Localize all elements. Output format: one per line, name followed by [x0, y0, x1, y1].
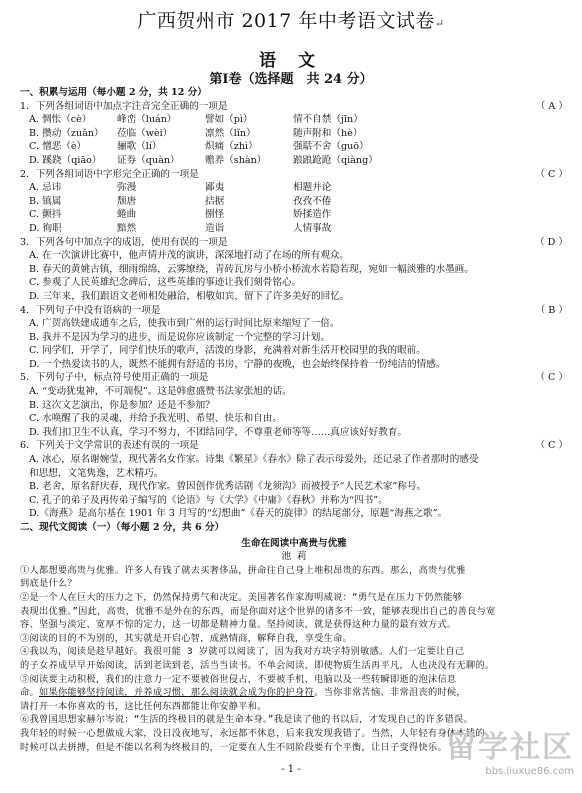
option-cell: B. 攒动（zuǎn）: [29, 127, 104, 139]
question-3: [20, 236, 568, 250]
question-5: [20, 371, 568, 385]
article-line: 我年轻的时候一心想做成大家，没日没夜地写，永远都不休息，后来我发现我错了。当然，人年轻有身体本钱的: [20, 727, 485, 739]
article-line: 请打开一本你喜欢的书，这比任何东西都能让你安静平和。: [20, 700, 267, 712]
question-2: [20, 168, 568, 182]
option-line: C. 孔子的弟子及再传弟子编写的《论语》与《大学》《中庸》《春秋》并称为“四书”。: [29, 494, 388, 506]
option-cell: 莅临（wèi）: [117, 127, 173, 139]
return-arrow-icon: ↵: [434, 17, 445, 30]
answer-key: （ C ）: [535, 168, 568, 180]
option-cell: 情不自禁（jīn）: [293, 114, 363, 126]
option-cell: 相题并论: [293, 182, 332, 194]
article-line: ⑥我曾国思想家赫尔岑说：“生活的终极目的就是生命本身。”我是读了他的书以后，才发现自己的许多错误。: [20, 714, 473, 726]
option-line: A. 广贺高铁建成通车之后，使我市到广州的运行时间比原来缩短了一倍。: [29, 318, 340, 330]
option-cell: 娇揉造作: [293, 209, 332, 221]
title-text: 广西贺州市 2017 年中考语文试卷: [137, 10, 435, 32]
article-line: 时候可以去拼搏，但是不能以名利为终极目的，一定要在人生不同阶段要有个平衡，让日子变得快乐。: [20, 741, 447, 753]
question-stem: 3．下列各句中加点字的成语，使用有误的一项是: [20, 236, 228, 248]
article-line: 的子女养成早早开始阅读，活到老读到老，活当当读书。不单会阅读，即使物质生活再平凡，人也决没有无聊的。: [20, 659, 495, 671]
article-line: ②是一个人在巨大的压力之下，仍然保持勇气和决定。美国著名作家海明威说：“勇气是在压力下仍然能够: [20, 591, 463, 603]
option-line: B. 我并不是因为学习的进步，而是说你应该制定一个完整的学习计划。: [29, 331, 330, 343]
option-cell: 弥漫: [117, 182, 137, 194]
option-cell: 随声附和（hè）: [293, 127, 363, 139]
option-row: [20, 127, 568, 141]
underlined-sentence: 如果你能够坚持阅读，并养成习惯，那么阅读就会成为你的护身符: [38, 687, 315, 699]
page-number: - 1 -: [281, 764, 301, 775]
option-row: [20, 195, 568, 209]
option-cell: 造诣: [205, 222, 225, 234]
answer-key: （ D ）: [535, 236, 568, 248]
option-cell: A. 忌讳: [29, 182, 62, 194]
option-line: A. “变动犹鬼神，不可端倪”。这是韩愈盛赞书法家张旭的话。: [29, 386, 292, 398]
section-heading-2: 二、现代文阅读（一）（每小题 2 分，共 6 分）: [20, 522, 225, 533]
answer-key: （ A ）: [535, 100, 568, 112]
article-line: ⑤阅读要主动积极，我们的注意力一定不要被俗世侵占，不要被手机、电脑以及一些转瞬即逝的泡沫信息: [20, 673, 457, 685]
option-line: D. 三年来，我们跟语文老师相处融洽，相敬如宾，留下了许多美好的回忆。: [29, 290, 350, 302]
option-cell: 人情事故: [293, 222, 332, 234]
option-row: [20, 140, 568, 154]
option-cell: A. 惆怅（cè）: [29, 114, 92, 126]
option-cell: 峰峦（luán）: [117, 114, 177, 126]
option-line: D. 一个热爱读书的人，既然不能拥有舒适的书房，宁静的夜晚，也会始终保持着一份纯洁的情感。: [29, 358, 446, 370]
option-cell: B. 镇属: [29, 195, 62, 207]
text-segment: 。当你非常苦恼、非常沮丧的时候，: [314, 687, 466, 699]
option-cell: 蜷曲: [117, 209, 137, 221]
question-stem: 4．下列句子中没有语病的一项是: [20, 304, 161, 316]
option-line: A. 冰心，原名谢婉莹，现代著名女作家。诗集《繁星》《春水》除了表示母爱外，还记录了作者那时的感受: [29, 454, 479, 466]
article-line: 容、坚强与淡定、宽厚不惊的定力，这一切都是精神力量。坚持阅读，就是获得这种力量的最有效方式。: [20, 619, 457, 631]
option-cell: 强聒不舍（guō）: [293, 141, 369, 153]
option-cell: 证券（quàn）: [117, 154, 180, 166]
article-line: ①人都想要高贵与优雅。许多人有钱了就去买奢侈品，拼命往自己身上堆积昂贵的东西。那么，高贵与优雅: [20, 564, 466, 576]
exam-content: [20, 86, 568, 754]
option-row: [20, 181, 568, 195]
question-1: [20, 100, 568, 114]
option-line: B. 这次文艺演出，你是参加？还是不参加？: [29, 399, 215, 411]
question-stem: 1．下列各组词语中加点字注音完全正确的一项是: [20, 100, 228, 112]
option-line: B. 老舍，原名舒庆春，现代作家。曾因创作优秀话剧《龙须沟》而被授予“人民艺术家”称号。: [29, 481, 427, 493]
watermark-logo: 留学社区: [446, 730, 574, 765]
option-line: B. 春天的黄姚古镇，细雨绵绵，云雾缭绕，青砖瓦房与小桥小桥流水若隐若现，宛如一幅淡雅的水墨画。: [29, 263, 474, 275]
option-cell: 捌怪: [205, 209, 225, 221]
option-cell: C. 憎恶（è）: [29, 141, 87, 153]
article-line: 到底是什么？: [20, 578, 77, 590]
option-cell: 鄙夷: [205, 182, 225, 194]
option-cell: 黯然: [117, 222, 137, 234]
question-stem: 5．下列句子中，标点符号使用正确的一项是: [20, 372, 209, 384]
answer-key: （ B ）: [535, 304, 568, 316]
article-line: ③阅读的目的不为别的，其实就是开启心智，成熟情商，解释自我，享受生命。: [20, 632, 353, 644]
option-row: [20, 154, 568, 168]
article-title: 生命在阅读中高贵与优雅: [241, 537, 347, 549]
article-line: ④我以为，阅读是趁早越好。我很可能 3 岁就可以阅读了，因为我对方块字特别敏感。人们一定要让自己: [20, 646, 465, 658]
question-6: [20, 439, 568, 453]
subject-title: 语 文: [259, 51, 323, 71]
article-author: 池 莉: [281, 551, 307, 563]
option-cell: 孜孜不倦: [293, 195, 332, 207]
option-cell: D. 蹊跷（qiāo）: [29, 154, 102, 166]
option-cell: C. 颤抖: [29, 209, 62, 221]
option-cell: 拮据: [205, 195, 225, 207]
option-cell: 凛然（lǐn）: [205, 127, 256, 139]
option-cell: 骊歌（lí）: [117, 141, 162, 153]
option-line: A. 在一次演讲比赛中，他声情并茂的演讲，深深地打动了在场的所有观众。: [29, 250, 350, 262]
article-line-underlined: [20, 686, 568, 700]
option-row: [20, 222, 568, 236]
option-row: [20, 208, 568, 222]
text-segment: 命。: [20, 687, 39, 699]
watermark-url: bbs.liuxue86.com: [485, 766, 574, 777]
option-line: 和思想，文笔隽逸，艺术精巧。: [29, 467, 164, 479]
answer-key: （ C ）: [535, 372, 568, 384]
option-cell: 赡养（shàn）: [205, 154, 267, 166]
question-stem: 2．下列各组词语中字形完全正确的一项是: [20, 168, 199, 180]
option-line: C. 水唤醒了我的灵魂，并给予我光明、希望、快乐和自由。: [29, 413, 282, 425]
option-line: C. 参观了人民英雄纪念碑后，这些英雄的事迹让我们刻骨铭心。: [29, 277, 302, 289]
question-4: [20, 304, 568, 318]
part-heading: 第Ⅰ卷（选择题 共 24 分）: [209, 72, 373, 87]
option-cell: 炽痛（zhì）: [205, 141, 258, 153]
option-line: D.《海燕》是高尔基在 1901 年 3 月写的“幻想曲”《春天的旋律》的结尾部分，原题“海燕之歌”。: [29, 508, 448, 520]
option-cell: 譬如（pì）: [205, 114, 253, 126]
document-title: [0, 6, 582, 33]
option-cell: 踉踉跄跄（qiàng）: [293, 154, 378, 166]
section-heading-1: 一、积累与运用（每小题 2 分，共 12 分）: [20, 87, 207, 98]
option-cell: D. 徇职: [29, 222, 62, 234]
option-line: C. 同学们，开学了，同学们快乐的歌声，活泼的身影，充满着对新生活开校园里的我的眼前。: [29, 345, 426, 357]
option-row: [20, 113, 568, 127]
question-stem: 6．下列关于文学常识的表述有误的一项是: [20, 440, 199, 452]
option-line: D. 我们扣卫生不认真，学习不努力，不团结同学，不尊重老师等等……真应该好好教育。: [29, 426, 408, 438]
option-cell: 颓唐: [117, 195, 137, 207]
article-line: 表现出优雅。”因此，高贵，优雅不是外在的东西，而是你面对这个世界的诸多不一致，能够表现出自己的善良与宽: [20, 605, 496, 617]
watermark: [446, 722, 574, 777]
answer-key: （ C ）: [535, 440, 568, 452]
